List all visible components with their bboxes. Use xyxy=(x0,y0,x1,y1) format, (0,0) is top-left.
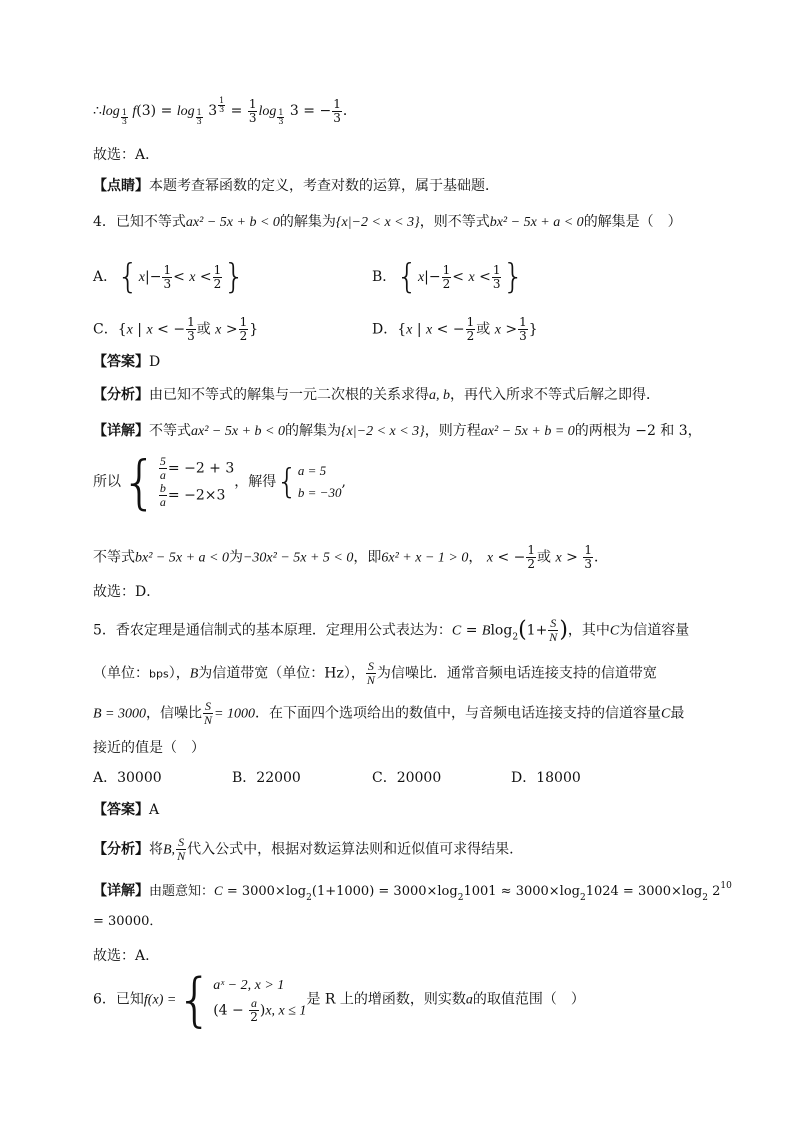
q4-option-c: C．{x | x < − $\frac{1}{3}$ 或 x > $\frac{1}{2}$ } xyxy=(93,315,259,343)
q5-option-a: A．30000 xyxy=(93,770,162,786)
q4-stem: 4．已知不等式ax² − 5x + b < 0的解集为{x|−2 < x < 3}，则不等式bx² − 5x + a < 0的解集是（ ） xyxy=(93,214,682,230)
q4-option-b: B．{x|− $\frac{1}{2}$ < x < $\frac{1}{3}$ } xyxy=(372,257,525,297)
q4-choice: 故选：D． xyxy=(93,584,161,600)
q6-stem: 6．已知f(x) ={ aˣ − 2, x > 1 (4 − $\frac{a}{2}$ )x, x ≤ 1 是 R 上的增函数，则实数a的取值范围（ ） xyxy=(93,965,585,1034)
q5-choice: 故选：A. xyxy=(93,948,150,964)
q5-option-c: C．20000 xyxy=(372,770,442,786)
q5-answer: 【答案】A xyxy=(93,802,160,818)
q5-units: （单位：bps），B为信道带宽（单位：Hz）， $\frac{S}{N}$ 为信噪比．通常音频电话连接支持的信道带宽 xyxy=(93,659,657,687)
comment-tag: 【点睛】 xyxy=(93,178,149,194)
comment-text: 本题考查幂函数的定义，考查对数的运算，属于基础题． xyxy=(149,178,499,194)
q5-analysis: 【分析】将B, $\frac{S}{N}$ 代入公式中，根据对数运算法则和近似值可求得结果. xyxy=(93,835,514,863)
log-expression-line: ∴log $_{\frac{1}{3}}$ f(3) = log $_{\frac{1}{3}}$ 3 $^{\frac{1}{3}}$ = $\frac{1}{3}$ log $_{\frac{1}{3}}$ 3 = − $\frac{1}{3}$ ． xyxy=(93,96,357,126)
q5-stem: 5．香农定理是通信制式的基本原理．定理用公式表达为：C = Blog$_2$(1+ $\frac{S}{N}$ )，其中C为信道容量 xyxy=(93,616,690,644)
q5-closest: 接近的值是（ ） xyxy=(93,740,205,756)
q4-option-d: D．{x | x < − $\frac{1}{2}$ 或 x > $\frac{1}{3}$ } xyxy=(372,315,538,343)
q5-detail-result: = 30000． xyxy=(93,914,163,929)
q5-option-b: B．22000 xyxy=(232,770,301,786)
therefore-symbol: ∴ xyxy=(93,103,102,119)
q4-final: 不等式bx² − 5x + a < 0为−30x² − 5x + 5 < 0，即6x² + x − 1 > 0， x < − $\frac{1}{2}$ 或 x > $\frac{1}{3}$ ． xyxy=(93,543,608,571)
q4-analysis: 【分析】由已知不等式的解集与一元二次根的关系求得a, b，再代入所求不等式后解之即得． xyxy=(93,387,660,403)
q5-snr: B = 3000，信噪比 $\frac{S}{N}$ = 1000．在下面四个选项给出的数值中，与音频电话连接支持的信道容量C最 xyxy=(93,699,685,727)
choice-line-1: 故选：A． xyxy=(93,147,160,163)
q4-answer: 【答案】D xyxy=(93,354,161,370)
q4-detail: 【详解】不等式ax² − 5x + b < 0的解集为{x|−2 < x < 3}，则方程ax² − 5x + b = 0的两根为 −2 和 3， xyxy=(93,423,702,439)
q5-detail: 【详解】由题意知：$C = 3000\times\log_2(1+1000) = 3000\times\log_21001 \approx 3000\times\log_21024 = 3000\times\log_2$ $2^{10}$ xyxy=(93,881,732,903)
comment-line-1 xyxy=(93,176,499,196)
q4-system: 所以{ $\frac{5}{a}$ = −2 + 3 $\frac{b}{a}$ = −2×3 ，解得{ a = 5 b = −30 , xyxy=(93,448,346,516)
q4-option-a: A．{x|− $\frac{1}{3}$ < x < $\frac{1}{2}$ } xyxy=(93,257,245,297)
q5-option-d: D．18000 xyxy=(511,770,581,786)
